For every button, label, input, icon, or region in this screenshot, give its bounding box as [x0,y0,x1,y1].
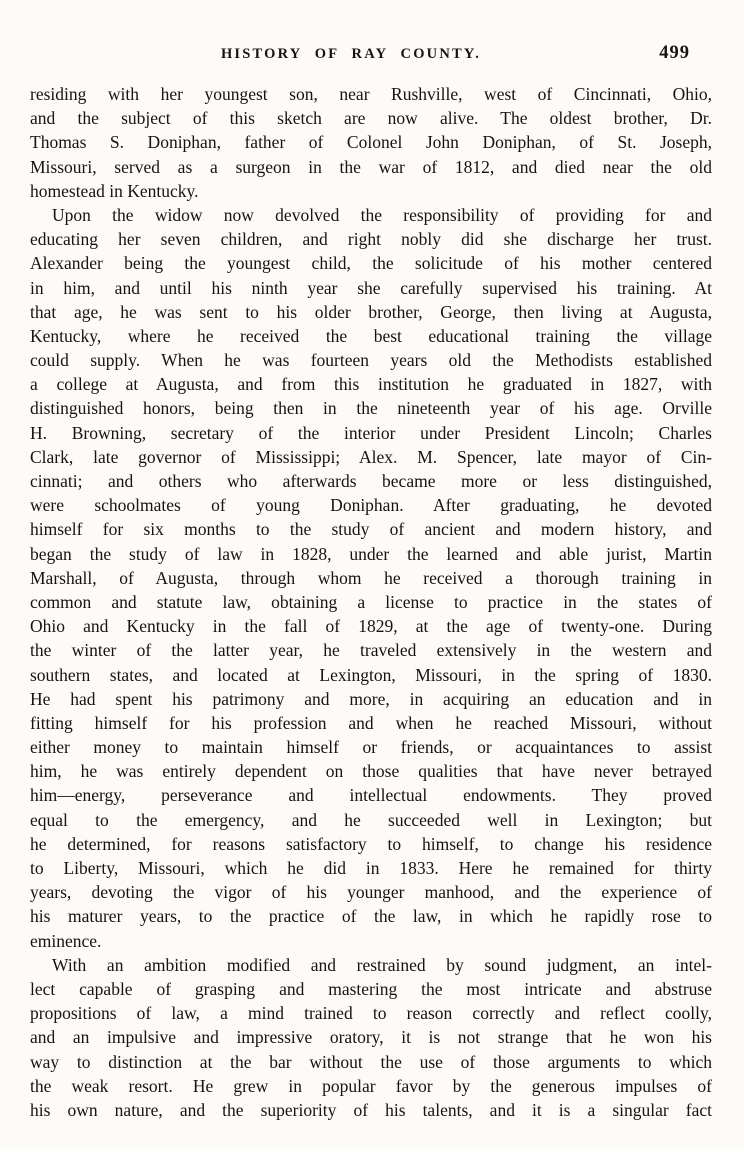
text-line: years, devoting the vigor of his younger manhood, and the experience of [30,882,712,903]
text-line: southern states, and located at Lexington, Missouri, in the spring of 1830. [30,664,712,685]
text-line: could supply. When he was fourteen years old the Methodists established [30,350,712,371]
text-line: a college at Augusta, and from this institution he graduated in 1827, with [30,374,712,395]
text-line: homestead in Kentucky. [30,180,199,201]
text-line: Thomas S. Doniphan, father of Colonel John Doniphan, of St. Joseph, [30,132,712,153]
text-line: his own nature, and the superiority of his talents, and it is a singular fact [30,1099,712,1120]
text-line: in him, and until his ninth year she carefully supervised his training. At [30,277,712,298]
text-line: were schoolmates of young Doniphan. After graduating, he devoted [30,495,712,516]
text-line: he determined, for reasons satisfactory to himself, to change his residence [30,833,712,854]
text-line: began the study of law in 1828, under the learned and able jurist, Martin [30,543,712,564]
text-line: him, he was entirely dependent on those qualities that have never betrayed [30,761,712,782]
text-line: residing with her youngest son, near Rushville, west of Cincinnati, Ohio, [30,84,712,104]
text-line: the winter of the latter year, he traveled extensively in the western and [30,640,712,661]
text-line: and the subject of this sketch are now alive. The oldest brother, Dr. [30,108,712,129]
text-line: his maturer years, to the practice of the law, in which he rapidly rose to [30,906,712,927]
text-line: the weak resort. He grew in popular favor by the generous impulses of [30,1075,712,1096]
text-line: and an impulsive and impressive oratory, it is not strange that he won his [30,1027,712,1048]
text-line: that age, he was sent to his older brother, George, then living at Augusta, [30,301,712,322]
text-line: eminence. [30,930,102,951]
paragraph [30,203,712,953]
text-line: Clark, late governor of Mississippi; Alex. M. Spencer, late mayor of Cin- [30,446,712,467]
text-line: Kentucky, where he received the best educational training the village [30,325,712,346]
paragraph [30,953,712,1122]
text-line: Missouri, served as a surgeon in the war of 1812, and died near the old [30,156,712,177]
text-line: Upon the widow now devolved the responsibility of providing for and [52,204,712,225]
text-line: H. Browning, secretary of the interior under President Lincoln; Charles [30,422,712,443]
text-line: With an ambition modified and restrained by sound judgment, an intel- [52,954,712,975]
text-line: himself for six months to the study of ancient and modern history, and [30,519,712,540]
text-line: propositions of law, a mind trained to reason correctly and reflect coolly, [30,1003,712,1024]
text-line: equal to the emergency, and he succeeded well in Lexington; but [30,809,712,830]
text-line: Ohio and Kentucky in the fall of 1829, at the age of twenty-one. During [30,616,712,637]
text-line: lect capable of grasping and mastering the most intricate and abstruse [30,978,712,999]
page-body [30,82,712,1122]
running-head [30,43,712,70]
text-line: either money to maintain himself or friends, or acquaintances to assist [30,737,712,758]
text-line: to Liberty, Missouri, which he did in 1833. Here he remained for thirty [30,858,712,878]
text-line: him—energy, perseverance and intellectual endowments. They proved [30,785,712,806]
page-number: 499 [659,43,690,63]
running-title: HISTORY OF RAY COUNTY. [220,46,482,62]
text-line: distinguished honors, being then in the nineteenth year of his age. Orville [30,398,712,419]
text-line: way to distinction at the bar without the use of those arguments to which [30,1051,712,1072]
paragraph [30,82,712,203]
text-line: fitting himself for his profession and when he reached Missouri, without [30,712,712,733]
text-line: educating her seven children, and right nobly did she discharge her trust. [30,229,712,250]
text-line: He had spent his patrimony and more, in acquiring an education and in [30,688,712,709]
text-line: common and statute law, obtaining a license to practice in the states of [30,591,712,612]
text-line: cinnati; and others who afterwards became more or less distinguished, [30,471,712,491]
text-line: Alexander being the youngest child, the solicitude of his mother centered [30,253,712,274]
text-line: Marshall, of Augusta, through whom he received a thorough training in [30,567,712,588]
